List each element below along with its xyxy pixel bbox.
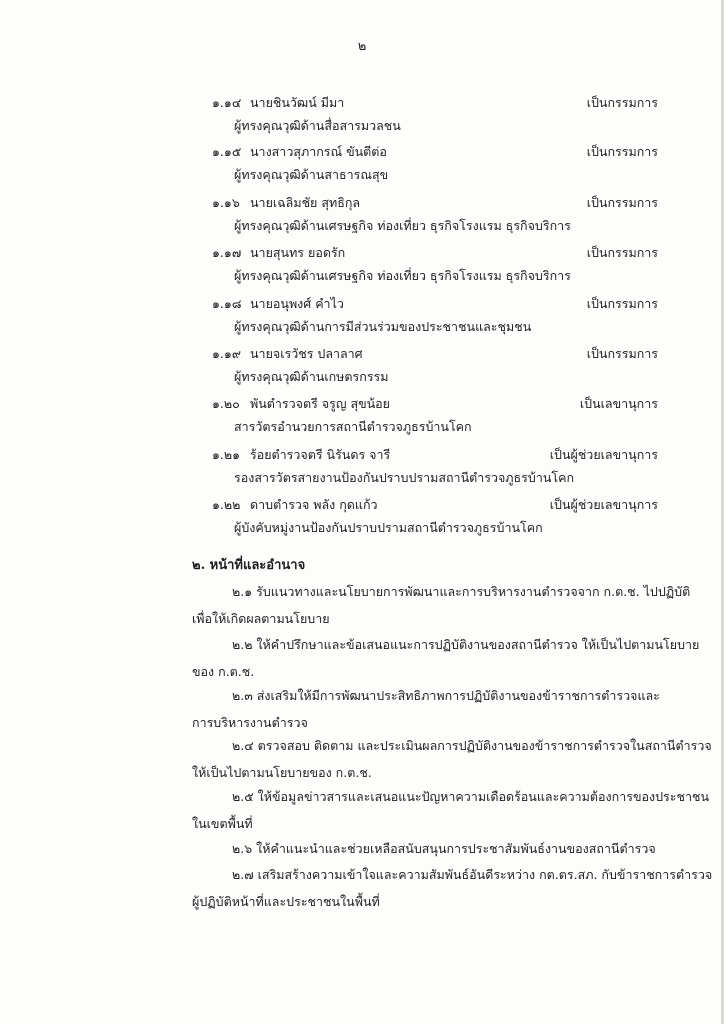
duty-continuation: ให้เป็นไปตามนโยบายของ ก.ต.ช.	[192, 765, 372, 780]
duty-continuation: ของ ก.ต.ช.	[192, 664, 255, 679]
member-description: ผู้ทรงคุณวุฒิด้านเกษตรกรรม	[234, 369, 389, 384]
member-role: เป็นผู้ช่วยเลขานุการ	[549, 497, 658, 512]
member-number: ๑.๒๐	[212, 396, 240, 411]
duty-continuation: ในเขตพื้นที่	[192, 816, 253, 831]
member-entry	[0, 247, 724, 299]
member-name: นายจเรวัชร ปลาลาศ	[250, 346, 363, 361]
member-entry	[0, 398, 724, 450]
member-entry	[0, 146, 724, 198]
duty-continuation: ผู้ปฏิบัติหน้าที่และประชาชนในพื้นที่	[192, 894, 380, 909]
member-name: พันตำรวจตรี จรูญ สุขน้อย	[250, 396, 390, 411]
member-role: เป็นกรรมการ	[586, 346, 658, 361]
member-entry	[0, 499, 724, 551]
member-name: ร้อยตำรวจตรี นิรันดร จารี	[250, 447, 391, 462]
duty-line: ๒.๓ ส่งเสริมให้มีการพัฒนาประสิทธิภาพการปฏิบัติงานของข้าราชการตำรวจและ	[232, 688, 660, 703]
member-entry	[0, 197, 724, 249]
duty-line: ๒.๕ ให้ข้อมูลข่าวสารและเสนอแนะปัญหาความเดือดร้อนและความต้องการของประชาชน	[232, 789, 710, 804]
duty-continuation: การบริหารงานตำรวจ	[192, 715, 308, 730]
section-heading: ๒. หน้าที่และอำนาจ	[192, 558, 306, 573]
member-name: ดาบตำรวจ พลัง กุดแก้ว	[250, 497, 378, 512]
member-number: ๑.๑๕	[212, 144, 242, 159]
member-number: ๑.๑๔	[212, 95, 242, 110]
duty-continuation: เพื่อให้เกิดผลตามนโยบาย	[192, 611, 330, 626]
member-description: รองสารวัตรสายงานป้องกันปราบปรามสถานีตำรวจภูธรบ้านโคก	[234, 470, 575, 485]
member-name: นายชินวัฒน์ มีมา	[250, 95, 345, 110]
member-role: เป็นกรรมการ	[586, 245, 658, 260]
member-entry	[0, 298, 724, 350]
member-entry	[0, 449, 724, 501]
member-role: เป็นเลขานุการ	[579, 396, 658, 411]
member-role: เป็นกรรมการ	[586, 195, 658, 210]
member-number: ๑.๑๘	[212, 296, 242, 311]
member-entry	[0, 348, 724, 400]
duty-line: ๒.๒ ให้คำปรึกษาและข้อเสนอแนะการปฏิบัติงานของสถานีตำรวจ ให้เป็นไปตามนโยบาย	[232, 637, 700, 652]
member-number: ๑.๑๗	[212, 245, 242, 260]
member-role: เป็นกรรมการ	[586, 95, 658, 110]
member-role: เป็นกรรมการ	[586, 296, 658, 311]
member-role: เป็นกรรมการ	[586, 144, 658, 159]
member-number: ๑.๑๖	[212, 195, 240, 210]
member-role: เป็นผู้ช่วยเลขานุการ	[549, 447, 658, 462]
member-description: ผู้ทรงคุณวุฒิด้านสื่อสารมวลชน	[234, 118, 401, 133]
member-description: ผู้ทรงคุณวุฒิด้านการมีส่วนร่วมของประชาชนและชุมชน	[234, 319, 532, 334]
member-number: ๑.๒๑	[212, 447, 241, 462]
member-description: ผู้ทรงคุณวุฒิด้านเศรษฐกิจ ท่องเที่ยว ธุรกิจโรงแรม ธุรกิจบริการ	[234, 268, 571, 283]
member-description: สารวัตรอำนวยการสถานีตำรวจภูธรบ้านโคก	[234, 419, 472, 434]
duty-line: ๒.๑ รับแนวทางและนโยบายการพัฒนาและการบริหารงานตำรวจจาก ก.ต.ช. ไปปฏิบัติ	[232, 584, 691, 599]
member-description: ผู้ทรงคุณวุฒิด้านเศรษฐกิจ ท่องเที่ยว ธุรกิจโรงแรม ธุรกิจบริการ	[234, 218, 571, 233]
member-number: ๑.๑๙	[212, 346, 241, 361]
page-number: ๒	[357, 39, 367, 54]
member-name: นางสาวสุภากรณ์ ขันตีต่อ	[250, 144, 387, 159]
member-description: ผู้ทรงคุณวุฒิด้านสาธารณสุข	[234, 167, 389, 182]
duty-line: ๒.๗ เสริมสร้างความเข้าใจและความสัมพันธ์อันดีระหว่าง กต.ตร.สภ. กับข้าราชการตำรวจ	[232, 867, 713, 882]
duty-line: ๒.๖ ให้คำแนะนำและช่วยเหลือสนับสนุนการประชาสัมพันธ์งานของสถานีตำรวจ	[232, 841, 656, 856]
duty-line: ๒.๔ ตรวจสอบ ติดตาม และประเมินผลการปฏิบัติงานของข้าราชการตำรวจในสถานีตำรวจ	[232, 738, 712, 753]
member-entry	[0, 97, 724, 149]
member-name: นายเฉลิมชัย สุทธิกุล	[250, 195, 361, 210]
member-name: นายสุนทร ยอดรัก	[250, 245, 346, 260]
member-name: นายอนุพงศ์ คำไว	[250, 296, 344, 311]
member-number: ๑.๒๒	[212, 497, 241, 512]
member-description: ผู้บังคับหมู่งานป้องกันปราบปรามสถานีตำรวจภูธรบ้านโคก	[234, 520, 543, 535]
